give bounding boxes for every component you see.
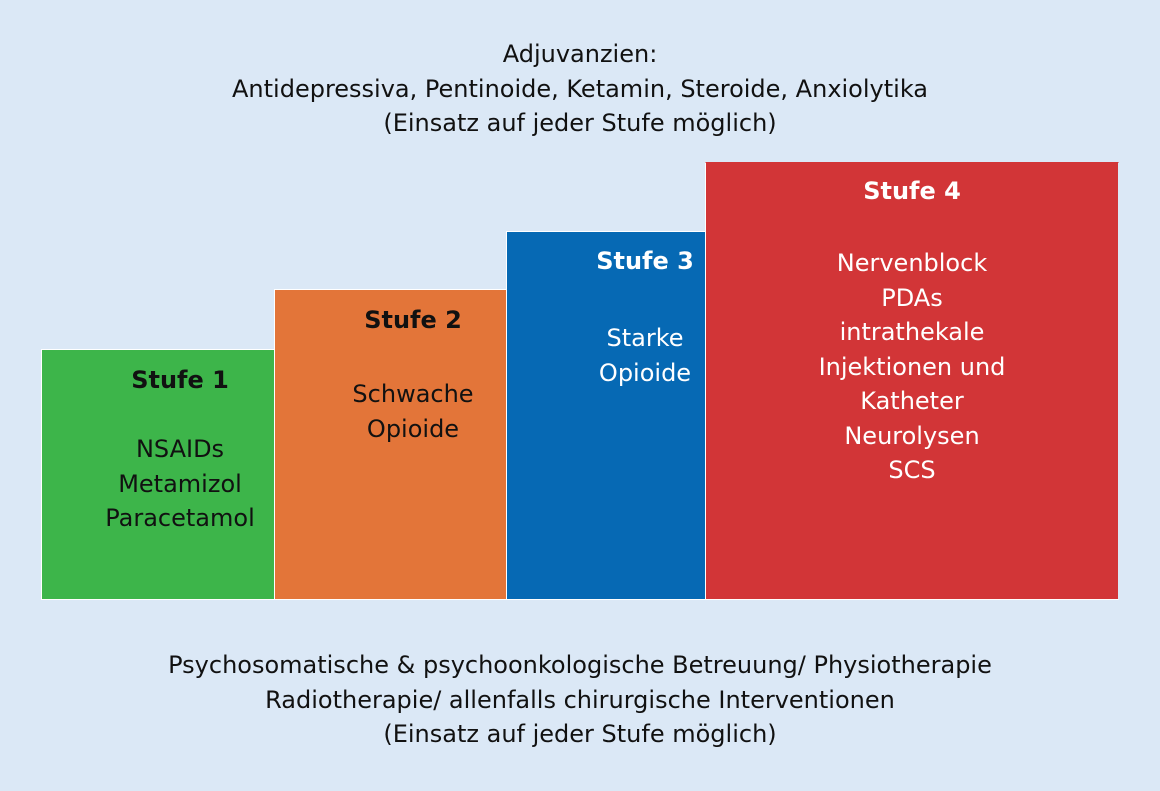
step-title: Stufe 1	[131, 366, 229, 394]
supportive-care-caption	[0, 648, 1160, 752]
caption-line: Psychosomatische & psychoonkologische Betreuung/ Physiotherapie	[168, 651, 992, 679]
step-4-block	[705, 162, 1119, 600]
adjuvants-caption	[0, 37, 1160, 141]
step-item: Opioide	[366, 414, 460, 443]
caption-line: Adjuvanzien:	[502, 40, 658, 68]
step-item: Schwache	[352, 380, 474, 408]
step-title: Stufe 2	[364, 306, 462, 334]
step-item: Metamizol	[118, 469, 242, 498]
step-item: Injektionen und	[818, 352, 1006, 381]
step-items	[706, 246, 1118, 488]
caption-line: Radiotherapie/ allenfalls chirurgische Interventionen	[265, 685, 895, 714]
step-item: intrathekale	[839, 318, 985, 346]
step-item: Starke	[606, 324, 684, 352]
step-item: Nervenblock	[836, 249, 988, 277]
caption-line: (Einsatz auf jeder Stufe möglich)	[383, 109, 777, 137]
step-item: Neurolysen	[844, 421, 980, 450]
step-title: Stufe 3	[596, 247, 694, 275]
step-item: Opioide	[598, 358, 692, 387]
caption-line: Antidepressiva, Pentinoide, Ketamin, Steroide, Anxiolytika	[232, 74, 928, 103]
step-item: NSAIDs	[135, 435, 225, 463]
step-title: Stufe 4	[863, 177, 961, 205]
caption-line: (Einsatz auf jeder Stufe möglich)	[383, 720, 777, 748]
step-item: Paracetamol	[105, 504, 255, 532]
step-item: SCS	[888, 456, 936, 484]
step-item: Katheter	[860, 387, 964, 415]
step-item: PDAs	[881, 283, 943, 312]
